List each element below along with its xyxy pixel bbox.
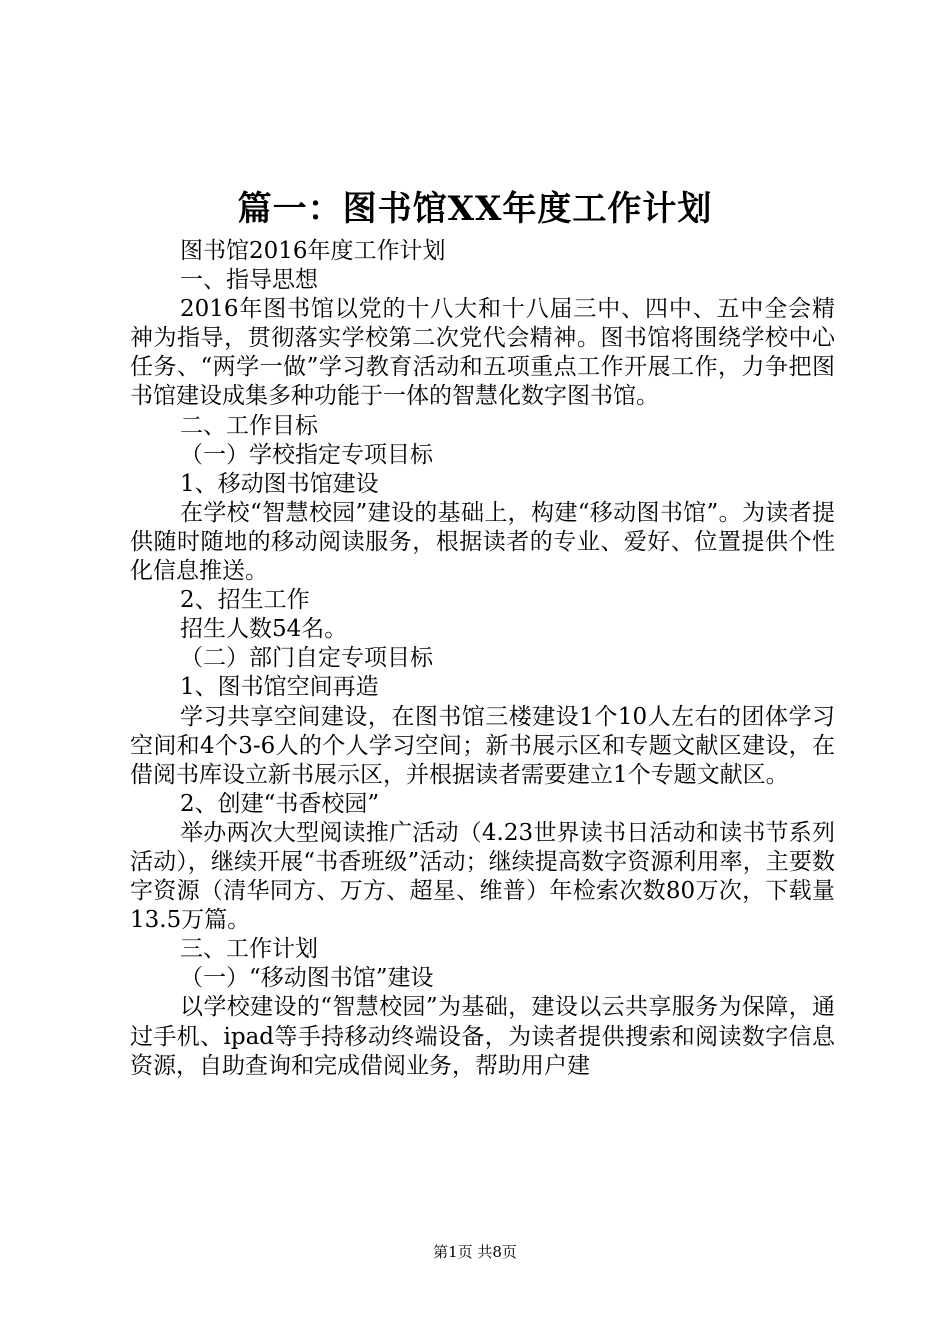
subsection-heading: （一）“移动图书馆”建设 <box>180 965 434 992</box>
item-heading: 1、图书馆空间再造 <box>180 674 379 701</box>
page-footer: 第1页 共8页 <box>433 1243 517 1261</box>
document-title: 篇一：图书馆XX年度工作计划 <box>237 189 713 229</box>
section-heading-1: 一、指导思想 <box>180 267 318 294</box>
paragraph: 举办两次大型阅读推广活动（4.23世界读书日活动和读书节系列活动），继续开展“书香班级”活动；继续提高数字资源利用率，主要数字资源（清华同方、万方、超星、维普）年检索次数80万次，下载量13.5万篇。 <box>130 819 835 934</box>
document-body <box>130 237 835 1081</box>
paragraph: 招生人数54名。 <box>180 616 348 643</box>
paragraph: 以学校建设的“智慧校园”为基础，建设以云共享服务为保障，通过手机、ipad等手持移动终端设备，为读者提供搜索和阅读数字信息资源，自助查询和完成借阅业务，帮助用户建 <box>130 994 835 1079</box>
section-heading-3: 三、工作计划 <box>180 936 318 963</box>
paragraph: 2016年图书馆以党的十八大和十八届三中、四中、五中全会精神为指导，贯彻落实学校第二次党代会精神。图书馆将围绕学校中心任务、“两学一做”学习教育活动和五项重点工作开展工作，力争把图书馆建设成集多种功能于一体的智慧化数字图书馆。 <box>130 296 835 410</box>
item-heading: 2、招生工作 <box>180 587 310 614</box>
subsection-heading: （一）学校指定专项目标 <box>180 441 433 468</box>
paragraph-subtitle: 图书馆2016年度工作计划 <box>180 238 446 264</box>
paragraph: 学习共享空间建设，在图书馆三楼建设1个10人左右的团体学习空间和4个3-6人的个人学习空间；新书展示区和专题文献区建设，在借阅书库设立新书展示区，并根据读者需要建立1个专题文献区。 <box>130 703 835 788</box>
item-heading: 2、创建“书香校园” <box>180 790 380 817</box>
subsection-heading: （二）部门自定专项目标 <box>180 645 433 672</box>
item-heading: 1、移动图书馆建设 <box>180 470 379 497</box>
paragraph: 在学校“智慧校园”建设的基础上，构建“移动图书馆”。为读者提供随时随地的移动阅读服务，根据读者的专业、爱好、位置提供个性化信息推送。 <box>130 499 835 585</box>
section-heading-2: 二、工作目标 <box>180 412 318 439</box>
